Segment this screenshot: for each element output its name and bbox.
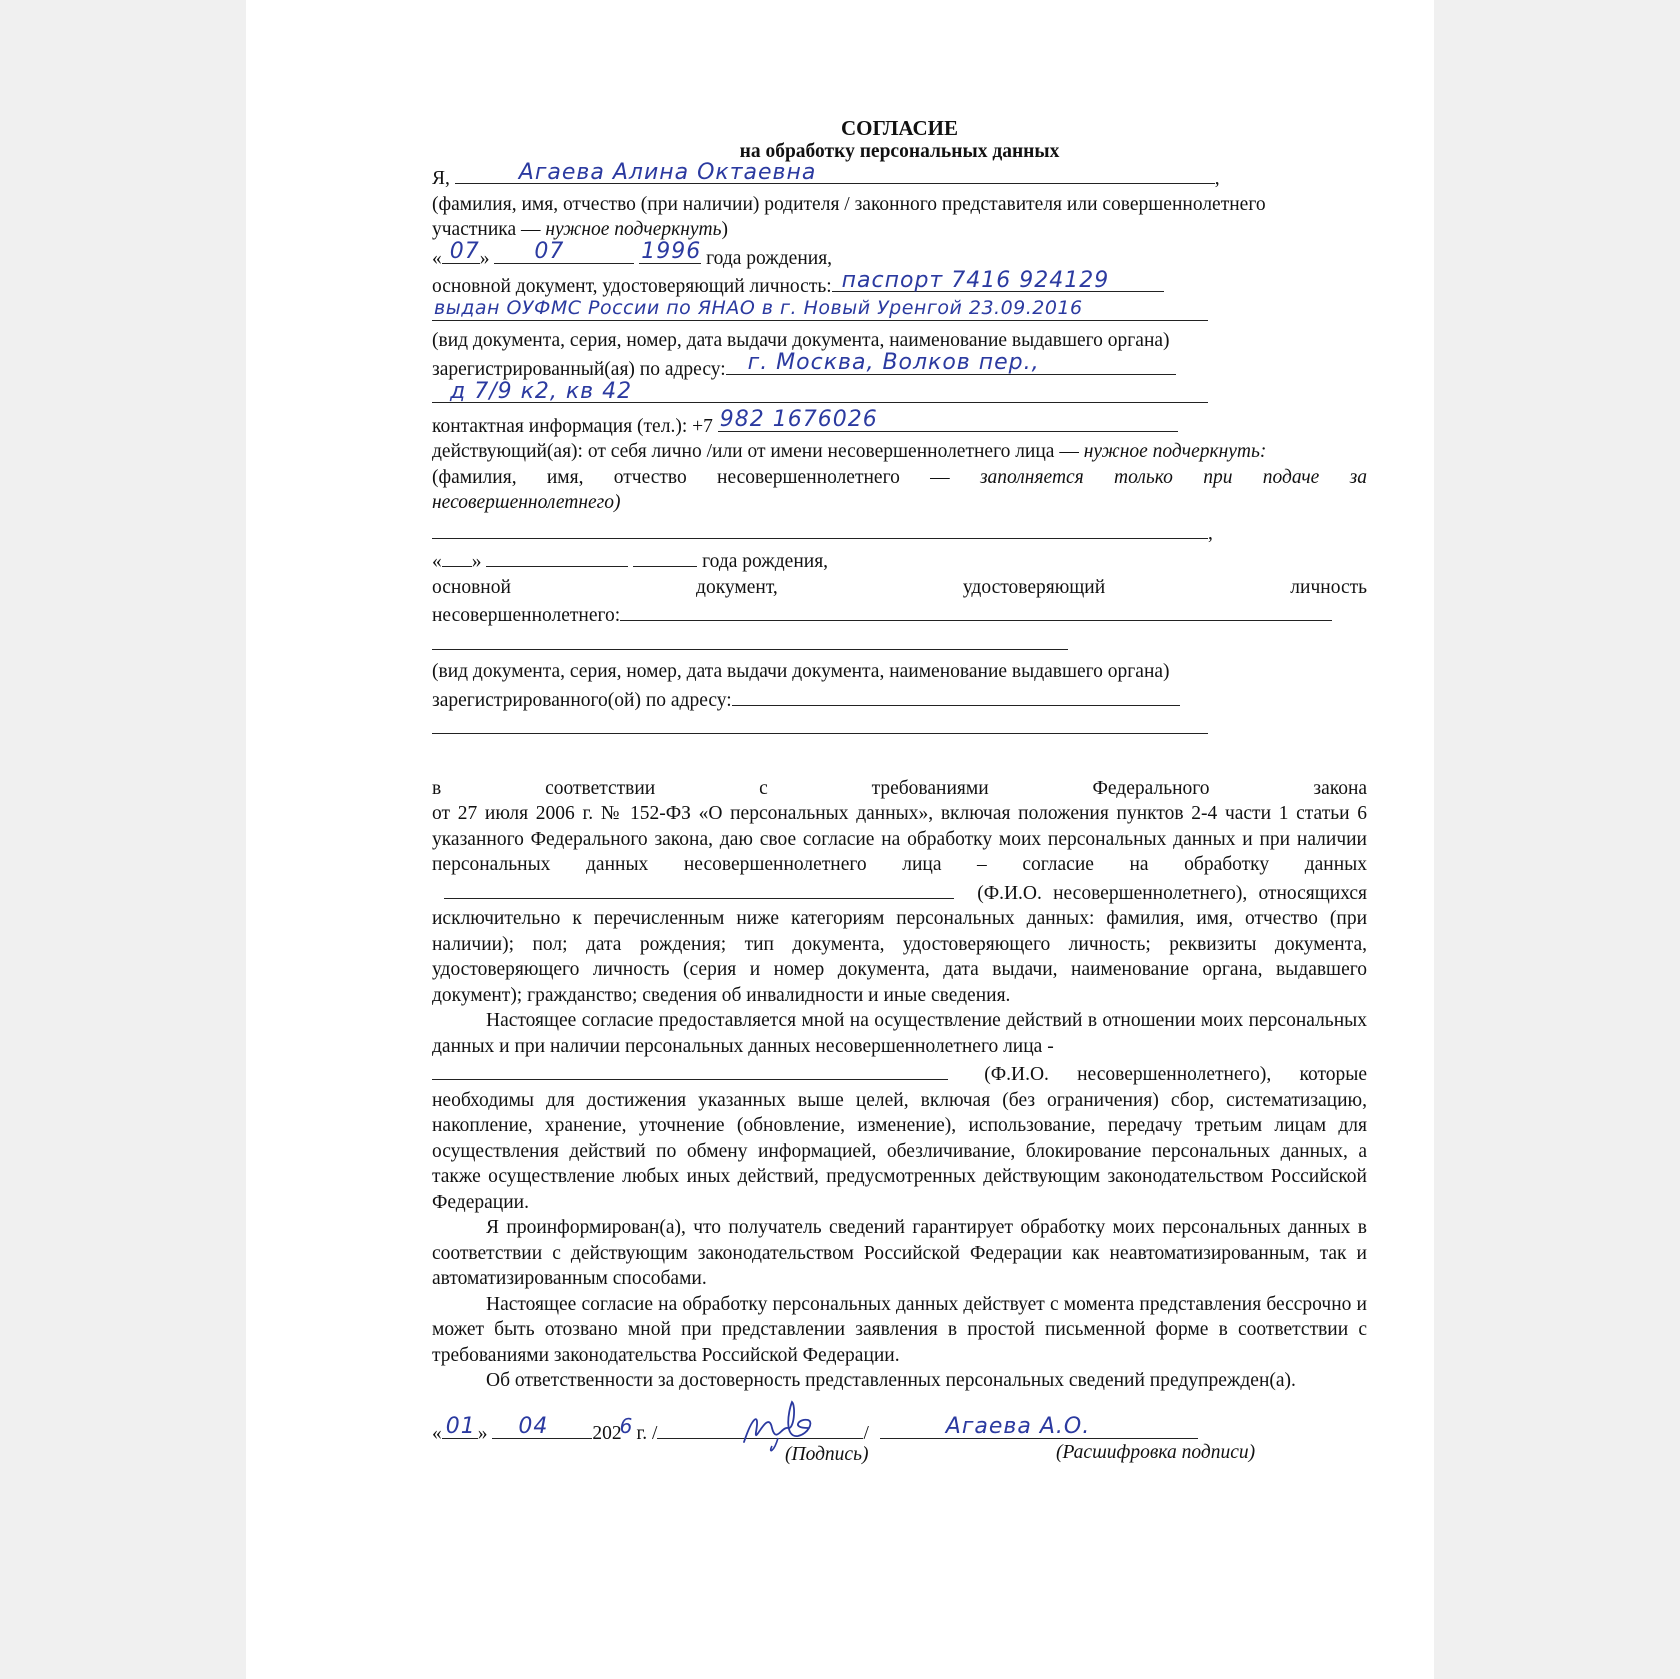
page-subtitle: на обработку персональных данных xyxy=(739,141,1060,162)
p1-minor-fio-field[interactable] xyxy=(444,878,954,899)
year-suffix: г. / xyxy=(636,1422,658,1444)
sign-month-field[interactable] xyxy=(492,1414,592,1439)
birth-month-field[interactable] xyxy=(494,239,634,264)
paragraph-2 xyxy=(432,1008,1367,1059)
fio-note-text: участника — xyxy=(432,219,546,240)
word: Федерального xyxy=(1092,777,1210,799)
paragraph-1 xyxy=(432,801,1367,1008)
reg-address-line-2 xyxy=(432,378,1367,411)
minor-id-doc-field-2[interactable] xyxy=(432,629,1068,650)
handwritten-issued-by: выдан ОУФМС России по ЯНАО в г. Новый Уренгой 23.09.2016 xyxy=(434,297,1083,319)
handwritten-sign-month: 04 xyxy=(518,1414,549,1439)
word: в xyxy=(432,777,442,799)
word: соответствии xyxy=(545,777,656,799)
minor-reg-label: зарегистрированного(ой) по адресу: xyxy=(432,689,732,711)
paragraph-3: Я проинформирован(а), что получатель сведений гарантирует обработку моих персональных данных в соответствии с действующим законодательством Российской Федерации как неавтоматизированным, так и автоматизированным способами. xyxy=(432,1217,1367,1289)
handwritten-year-digit: 6 xyxy=(619,1414,634,1438)
word: документ, xyxy=(696,576,778,598)
handwritten-birth-day: 07 xyxy=(449,239,480,264)
quote-close: » xyxy=(477,1422,488,1444)
page-title: СОГЛАСИЕ xyxy=(841,116,958,140)
fio-field[interactable] xyxy=(455,159,1215,185)
word: с xyxy=(759,777,768,799)
minor-birth-year-field[interactable] xyxy=(633,546,697,567)
minor-birth-line xyxy=(432,546,1367,575)
handwritten-birth-month: 07 xyxy=(534,239,565,264)
handwritten-birth-year: 1996 xyxy=(641,239,702,264)
fio-note-close: ) xyxy=(721,219,729,240)
handwritten-id-doc: паспорт 7416 924129 xyxy=(841,267,1110,293)
minor-reg-line xyxy=(432,685,1367,714)
id-doc-line-2 xyxy=(432,297,1367,329)
minor-id-doc-line-2 xyxy=(432,629,1367,658)
minor-note-text: (фамилия, имя, отчество несовершеннолетнего — xyxy=(432,466,980,488)
comma: , xyxy=(1214,168,1220,189)
paragraph-1-text: от 27 июля 2006 г. № 152-ФЗ «О персональных данных», включая положения пунктов 2-4 части 1 статьи 6 указанного Федерального закона, даю свое согласие на обработку моих персональных данных и при наличии персональных данных несовершеннолетнего лица – согласие на обработку данных xyxy=(432,803,1367,875)
consent-form xyxy=(432,115,1367,1466)
id-doc-field-2[interactable] xyxy=(432,297,1208,321)
minor-note xyxy=(432,465,1367,491)
minor-id-doc-field[interactable] xyxy=(620,600,1332,621)
minor-reg-line-2 xyxy=(432,713,1367,742)
document-page xyxy=(246,0,1434,1679)
fio-line xyxy=(432,159,1367,192)
acting-italic: нужное подчеркнуть: xyxy=(1083,441,1267,462)
i-prefix: Я, xyxy=(432,168,450,189)
p2-fio: (Ф.И.О. несовершеннолетнего), которые xyxy=(984,1064,1367,1085)
quote-open: « xyxy=(432,1422,442,1444)
word: удостоверяющий xyxy=(962,576,1106,598)
handwritten-address-2: д 7/9 к2, кв 42 xyxy=(450,378,633,404)
p1-first-line xyxy=(432,776,1367,802)
minor-id-doc-line xyxy=(432,600,1367,629)
acting-line xyxy=(432,439,1367,465)
signature-label: (Подпись) xyxy=(785,1443,869,1465)
reg-address-field-2[interactable] xyxy=(432,378,1208,404)
signature-decode-field[interactable] xyxy=(880,1414,1198,1439)
comma: , xyxy=(1208,522,1213,544)
minor-note-italic: заполняется только при подаче за xyxy=(979,466,1367,488)
year-prefix: 202 xyxy=(592,1422,622,1444)
slash: / xyxy=(863,1422,869,1444)
phone-field[interactable] xyxy=(718,407,1178,432)
decode-label: (Расшифровка подписи) xyxy=(1056,1441,1256,1463)
p2-minor-fio-field[interactable] xyxy=(432,1059,948,1080)
id-doc-field[interactable] xyxy=(832,267,1164,293)
minor-note-2: несовершеннолетнего) xyxy=(432,492,621,513)
fio-note-2 xyxy=(432,217,1367,243)
signature-row xyxy=(432,1406,1367,1466)
contact-line xyxy=(432,407,1367,440)
minor-reg-field[interactable] xyxy=(732,685,1180,706)
word: требованиями xyxy=(871,777,989,799)
minor-reg-field-2[interactable] xyxy=(432,713,1208,734)
minor-fio-line xyxy=(432,518,1367,547)
doc-note-minor: (вид документа, серия, номер, дата выдачи документа, наименование выдавшего органа) xyxy=(432,661,1170,682)
birth-suffix: года рождения, xyxy=(706,247,833,269)
paragraph-2-text: Настоящее согласие предоставляется мной на осуществление действий в отношении моих персональных данных и при наличии персональных данных несовершеннолетнего лица - xyxy=(432,1010,1367,1057)
handwritten-address-1: г. Москва, Волков пер., xyxy=(747,350,1040,375)
sign-year-digit[interactable] xyxy=(619,1414,634,1439)
quote-open: « xyxy=(432,551,442,572)
handwritten-sign-name: Агаева А.О. xyxy=(945,1414,1091,1439)
reg-label: зарегистрированный(ая) по адресу: xyxy=(432,358,726,380)
quote-close: » xyxy=(479,247,490,269)
quote-open: « xyxy=(432,247,442,269)
word: основной xyxy=(432,576,511,598)
birth-year-field[interactable] xyxy=(639,239,702,264)
id-doc-label: основной документ, удостоверяющий личность: xyxy=(432,276,832,297)
fio-note-italic: нужное подчеркнуть xyxy=(545,219,722,240)
handwritten-fio: Агаева Алина Октаевна xyxy=(518,159,817,185)
birth-suffix: года рождения, xyxy=(702,551,829,572)
sign-day-field[interactable] xyxy=(442,1414,478,1439)
word: личность xyxy=(1290,576,1368,598)
minor-birth-day-field[interactable] xyxy=(442,546,472,567)
paragraph-4: Настоящее согласие на обработку персональных данных действует с момента представления бессрочно и может быть отозвано мной при представлении заявления в простой письменной форме в соответствии с требованиями законодательства Российской Федерации. xyxy=(432,1293,1367,1366)
minor-label: несовершеннолетнего: xyxy=(432,605,621,626)
p1-fio-minor: (Ф.И.О. несовершеннолетнего), xyxy=(977,882,1248,904)
doc-note: (вид документа, серия, номер, дата выдачи документа, наименование выдавшего органа) xyxy=(432,330,1170,351)
minor-birth-month-field[interactable] xyxy=(486,546,628,567)
acting-text: действующий(ая): от себя лично /или от имени несовершеннолетнего лица — xyxy=(432,441,1084,462)
fio-note-1: (фамилия, имя, отчество (при наличии) родителя / законного представителя или совершеннолетнего xyxy=(432,193,1266,215)
paragraph-2-text-2: необходимы для достижения указанных выше целей, включая (без ограничения) сбор, систематизацию, накопление, хранение, уточнение (обновление, изменение), использование, передачу третьим лицам для осуществления действий по обмену информацией, обезличивание, блокирование персональных данных, а также осуществление любых иных действий, предусмотренных действующим законодательством Российской Федерации. xyxy=(432,1089,1367,1213)
contact-label: контактная информация (тел.): +7 xyxy=(432,415,713,437)
paragraph-5: Об ответственности за достоверность представленных персональных сведений предупрежден(а). xyxy=(486,1370,1296,1391)
handwritten-sign-day: 01 xyxy=(445,1414,476,1439)
handwritten-phone: 982 1676026 xyxy=(719,407,878,432)
minor-id-doc-words xyxy=(432,575,1367,601)
quote-close: » xyxy=(471,551,482,572)
paragraph-2-cont xyxy=(432,1059,1367,1215)
paragraph-1-text-2: относящихся исключительно к перечисленным ниже категориям персональных данных: фамилия, имя, отчество (при наличии); пол; дата рождения; тип документа, удостоверяющего личность; реквизиты документа, удостоверяющего личность (серия и номер документа, дата выдачи, наименование органа, выдавшего документ); гражданство; сведения об инвалидности и иные сведения. xyxy=(432,882,1368,1006)
minor-fio-field[interactable] xyxy=(432,518,1208,539)
reg-address-field[interactable] xyxy=(726,350,1176,375)
birth-day-field[interactable] xyxy=(442,239,480,264)
word: закона xyxy=(1313,777,1368,799)
